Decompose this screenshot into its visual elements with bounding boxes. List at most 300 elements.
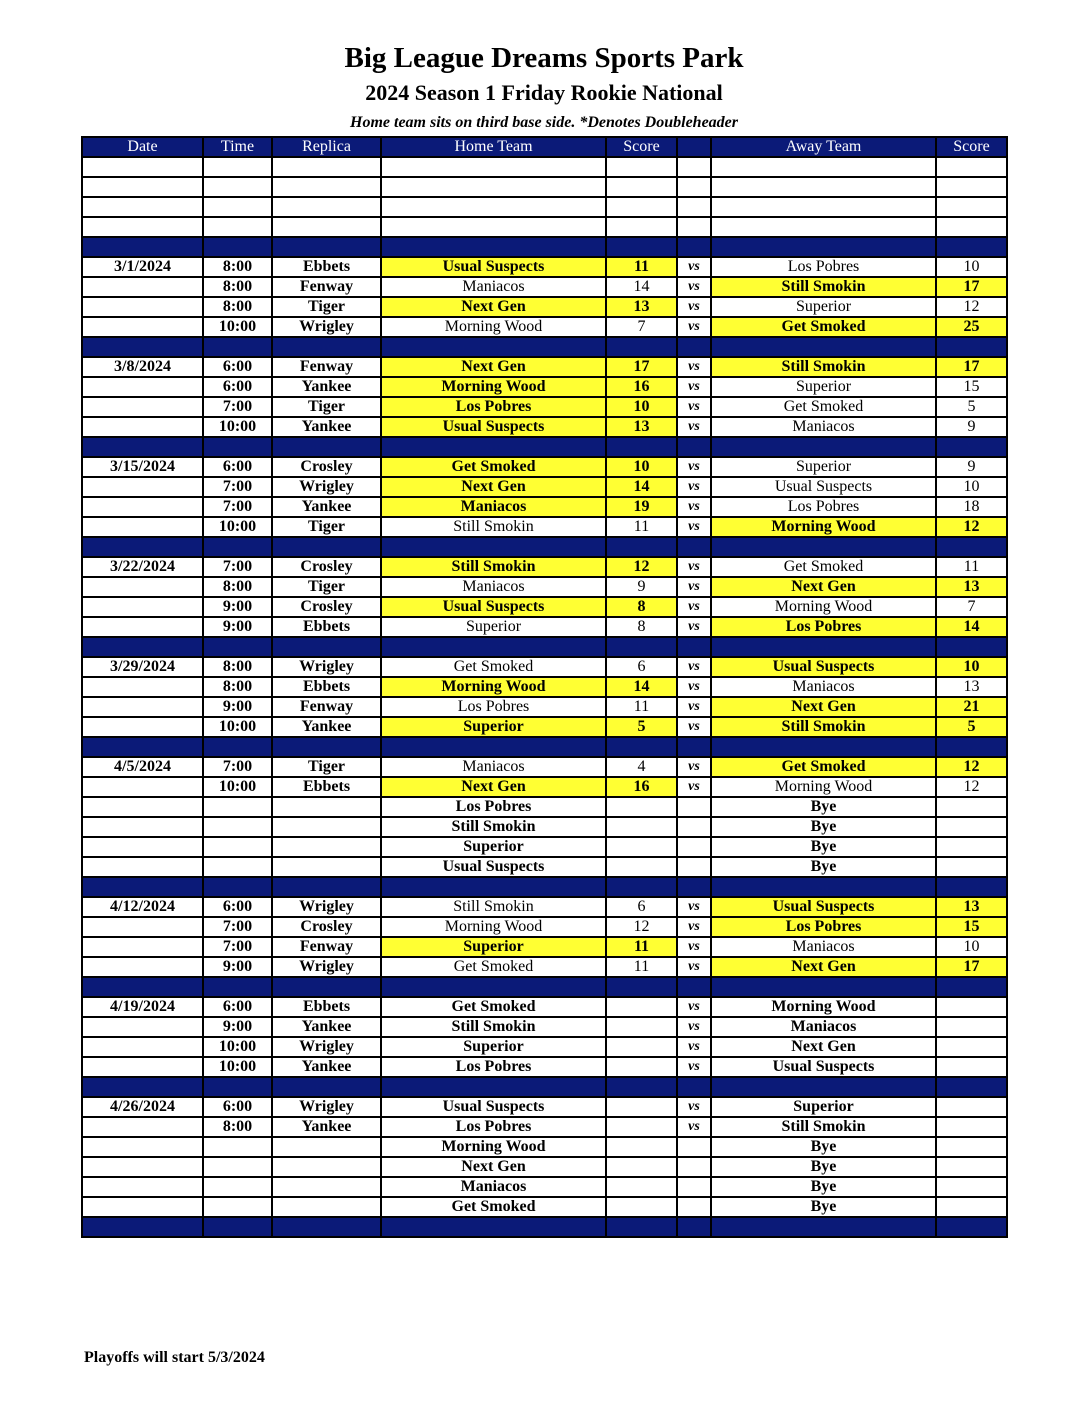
game-replica: Tiger <box>272 757 381 777</box>
game-time: 7:00 <box>203 557 272 577</box>
separator-cell <box>936 877 1007 897</box>
separator-cell <box>203 877 272 897</box>
vs-label <box>677 817 711 837</box>
separator-cell <box>381 977 606 997</box>
home-score: 11 <box>606 257 677 277</box>
home-team: Morning Wood <box>381 377 606 397</box>
game-date: 4/12/2024 <box>82 897 203 917</box>
blank-cell <box>711 197 936 217</box>
game-date <box>82 617 203 637</box>
vs-label: vs <box>677 497 711 517</box>
home-team: Los Pobres <box>381 797 606 817</box>
away-score: 12 <box>936 297 1007 317</box>
game-replica: Ebbets <box>272 677 381 697</box>
away-team: Next Gen <box>711 697 936 717</box>
game-date <box>82 917 203 937</box>
game-time: 8:00 <box>203 257 272 277</box>
away-score: 5 <box>936 397 1007 417</box>
vs-label: vs <box>677 1017 711 1037</box>
away-score: 12 <box>936 517 1007 537</box>
vs-label <box>677 837 711 857</box>
separator-cell <box>381 237 606 257</box>
separator-cell <box>381 877 606 897</box>
week-separator-row <box>82 537 1007 557</box>
game-replica <box>272 837 381 857</box>
separator-cell <box>82 1077 203 1097</box>
home-team: Maniacos <box>381 1177 606 1197</box>
separator-cell <box>711 877 936 897</box>
week-separator-row <box>82 1217 1007 1237</box>
blank-cell <box>272 217 381 237</box>
game-row <box>82 397 1007 417</box>
game-row <box>82 277 1007 297</box>
game-replica: Yankee <box>272 417 381 437</box>
game-row <box>82 617 1007 637</box>
home-team: Maniacos <box>381 577 606 597</box>
blank-cell <box>606 157 677 177</box>
away-team: Bye <box>711 817 936 837</box>
game-time: 10:00 <box>203 317 272 337</box>
table-header-row <box>82 137 1007 157</box>
vs-label: vs <box>677 517 711 537</box>
blank-row <box>82 217 1007 237</box>
game-time: 10:00 <box>203 1037 272 1057</box>
doubleheader-note: Home team sits on third base side. *Denotes Doubleheader <box>350 114 738 131</box>
game-replica <box>272 1177 381 1197</box>
vs-label: vs <box>677 1037 711 1057</box>
game-row <box>82 997 1007 1017</box>
separator-cell <box>677 637 711 657</box>
game-row <box>82 917 1007 937</box>
away-score: 13 <box>936 677 1007 697</box>
away-team: Bye <box>711 1137 936 1157</box>
home-team: Los Pobres <box>381 1057 606 1077</box>
separator-cell <box>606 337 677 357</box>
game-date <box>82 957 203 977</box>
home-team: Maniacos <box>381 277 606 297</box>
separator-cell <box>711 1077 936 1097</box>
away-team: Still Smokin <box>711 357 936 377</box>
vs-label: vs <box>677 697 711 717</box>
home-score: 4 <box>606 757 677 777</box>
game-date: 3/15/2024 <box>82 457 203 477</box>
home-score: 5 <box>606 717 677 737</box>
game-row <box>82 677 1007 697</box>
game-date <box>82 1017 203 1037</box>
home-score: 10 <box>606 397 677 417</box>
game-time: 9:00 <box>203 697 272 717</box>
away-team: Superior <box>711 297 936 317</box>
home-team: Next Gen <box>381 777 606 797</box>
away-score: 17 <box>936 277 1007 297</box>
away-team: Bye <box>711 837 936 857</box>
game-time: 7:00 <box>203 397 272 417</box>
away-team: Maniacos <box>711 937 936 957</box>
blank-cell <box>203 177 272 197</box>
game-time: 6:00 <box>203 897 272 917</box>
separator-cell <box>203 1217 272 1237</box>
week-separator-row <box>82 337 1007 357</box>
home-score <box>606 797 677 817</box>
separator-cell <box>203 637 272 657</box>
game-replica: Fenway <box>272 277 381 297</box>
home-team: Get Smoked <box>381 657 606 677</box>
separator-cell <box>936 737 1007 757</box>
away-team: Still Smokin <box>711 1117 936 1137</box>
separator-cell <box>936 637 1007 657</box>
week-separator-row <box>82 237 1007 257</box>
blank-cell <box>203 197 272 217</box>
home-team: Still Smokin <box>381 557 606 577</box>
game-replica: Wrigley <box>272 957 381 977</box>
vs-label: vs <box>677 757 711 777</box>
away-score <box>936 837 1007 857</box>
game-replica: Fenway <box>272 357 381 377</box>
game-date <box>82 777 203 797</box>
column-header-home-score: Score <box>606 137 677 157</box>
game-date: 3/1/2024 <box>82 257 203 277</box>
game-row <box>82 1037 1007 1057</box>
game-date <box>82 377 203 397</box>
game-replica: Wrigley <box>272 1037 381 1057</box>
game-time <box>203 797 272 817</box>
vs-label: vs <box>677 617 711 637</box>
away-team: Superior <box>711 457 936 477</box>
game-replica: Ebbets <box>272 997 381 1017</box>
separator-cell <box>203 977 272 997</box>
game-date <box>82 517 203 537</box>
blank-cell <box>203 217 272 237</box>
blank-cell <box>272 197 381 217</box>
home-score: 14 <box>606 277 677 297</box>
blank-cell <box>936 217 1007 237</box>
game-row <box>82 1157 1007 1177</box>
game-row <box>82 957 1007 977</box>
separator-cell <box>203 237 272 257</box>
game-time: 10:00 <box>203 517 272 537</box>
home-team: Maniacos <box>381 497 606 517</box>
week-separator-row <box>82 437 1007 457</box>
separator-cell <box>82 877 203 897</box>
game-time: 8:00 <box>203 677 272 697</box>
game-row <box>82 317 1007 337</box>
separator-cell <box>381 337 606 357</box>
separator-cell <box>677 437 711 457</box>
away-team: Morning Wood <box>711 597 936 617</box>
home-team: Morning Wood <box>381 1137 606 1157</box>
away-score: 25 <box>936 317 1007 337</box>
game-date <box>82 577 203 597</box>
home-score <box>606 1037 677 1057</box>
separator-cell <box>82 637 203 657</box>
home-score <box>606 1137 677 1157</box>
blank-cell <box>381 157 606 177</box>
vs-label: vs <box>677 897 711 917</box>
game-replica: Fenway <box>272 937 381 957</box>
home-team: Get Smoked <box>381 957 606 977</box>
game-replica <box>272 857 381 877</box>
game-time: 6:00 <box>203 377 272 397</box>
blank-cell <box>711 177 936 197</box>
away-score <box>936 997 1007 1017</box>
home-score: 12 <box>606 917 677 937</box>
game-date <box>82 697 203 717</box>
separator-cell <box>936 337 1007 357</box>
separator-cell <box>606 437 677 457</box>
blank-cell <box>677 177 711 197</box>
blank-cell <box>711 157 936 177</box>
blank-cell <box>936 177 1007 197</box>
game-replica: Crosley <box>272 597 381 617</box>
game-replica: Wrigley <box>272 897 381 917</box>
away-score: 9 <box>936 457 1007 477</box>
game-date <box>82 817 203 837</box>
away-score: 10 <box>936 937 1007 957</box>
separator-cell <box>272 337 381 357</box>
game-replica: Wrigley <box>272 657 381 677</box>
week-separator-row <box>82 977 1007 997</box>
game-time: 8:00 <box>203 297 272 317</box>
game-date <box>82 1177 203 1197</box>
away-score: 15 <box>936 917 1007 937</box>
away-team: Usual Suspects <box>711 1057 936 1077</box>
blank-cell <box>711 217 936 237</box>
separator-cell <box>203 437 272 457</box>
separator-cell <box>936 237 1007 257</box>
vs-label: vs <box>677 597 711 617</box>
blank-cell <box>381 217 606 237</box>
away-team: Usual Suspects <box>711 477 936 497</box>
vs-label: vs <box>677 677 711 697</box>
home-score <box>606 817 677 837</box>
away-team: Morning Wood <box>711 997 936 1017</box>
game-time: 8:00 <box>203 657 272 677</box>
schedule-table <box>81 136 1008 1238</box>
game-replica: Fenway <box>272 697 381 717</box>
separator-cell <box>677 1077 711 1097</box>
game-time: 10:00 <box>203 717 272 737</box>
separator-cell <box>711 1217 936 1237</box>
game-date <box>82 1037 203 1057</box>
game-time: 7:00 <box>203 477 272 497</box>
vs-label <box>677 857 711 877</box>
separator-cell <box>272 437 381 457</box>
game-replica <box>272 1137 381 1157</box>
game-row <box>82 757 1007 777</box>
game-date: 3/22/2024 <box>82 557 203 577</box>
away-score <box>936 1097 1007 1117</box>
home-team: Get Smoked <box>381 997 606 1017</box>
game-row <box>82 1117 1007 1137</box>
game-date <box>82 297 203 317</box>
game-row <box>82 897 1007 917</box>
away-team: Los Pobres <box>711 917 936 937</box>
game-row <box>82 1137 1007 1157</box>
home-team: Next Gen <box>381 1157 606 1177</box>
home-score <box>606 857 677 877</box>
away-team: Usual Suspects <box>711 897 936 917</box>
game-row <box>82 257 1007 277</box>
separator-cell <box>677 337 711 357</box>
week-separator-row <box>82 1077 1007 1097</box>
away-team: Los Pobres <box>711 497 936 517</box>
home-score: 13 <box>606 297 677 317</box>
game-replica: Tiger <box>272 517 381 537</box>
away-score <box>936 1157 1007 1177</box>
game-time: 6:00 <box>203 457 272 477</box>
home-score <box>606 997 677 1017</box>
playoffs-note: Playoffs will start 5/3/2024 <box>84 1349 265 1366</box>
game-row <box>82 477 1007 497</box>
away-score: 12 <box>936 757 1007 777</box>
game-time <box>203 857 272 877</box>
blank-cell <box>82 217 203 237</box>
home-score: 8 <box>606 617 677 637</box>
separator-cell <box>203 337 272 357</box>
away-team: Get Smoked <box>711 317 936 337</box>
vs-label: vs <box>677 557 711 577</box>
game-date <box>82 717 203 737</box>
game-row <box>82 717 1007 737</box>
away-score <box>936 1037 1007 1057</box>
away-team: Usual Suspects <box>711 657 936 677</box>
game-row <box>82 857 1007 877</box>
game-row <box>82 1177 1007 1197</box>
home-team: Get Smoked <box>381 457 606 477</box>
away-team: Bye <box>711 857 936 877</box>
column-header-time: Time <box>203 137 272 157</box>
game-row <box>82 817 1007 837</box>
game-time: 8:00 <box>203 577 272 597</box>
vs-label: vs <box>677 1057 711 1077</box>
vs-label <box>677 797 711 817</box>
game-time: 9:00 <box>203 957 272 977</box>
away-score <box>936 857 1007 877</box>
away-score: 9 <box>936 417 1007 437</box>
game-row <box>82 837 1007 857</box>
home-team: Usual Suspects <box>381 1097 606 1117</box>
away-score: 10 <box>936 477 1007 497</box>
game-date: 4/19/2024 <box>82 997 203 1017</box>
separator-cell <box>272 737 381 757</box>
home-score: 6 <box>606 897 677 917</box>
game-row <box>82 777 1007 797</box>
away-team: Bye <box>711 1197 936 1217</box>
home-score <box>606 1057 677 1077</box>
page-subtitle: 2024 Season 1 Friday Rookie National <box>365 80 723 105</box>
home-score: 10 <box>606 457 677 477</box>
home-score: 6 <box>606 657 677 677</box>
home-team: Still Smokin <box>381 897 606 917</box>
column-header-vs <box>677 137 711 157</box>
game-replica: Ebbets <box>272 777 381 797</box>
home-team: Superior <box>381 1037 606 1057</box>
away-score: 5 <box>936 717 1007 737</box>
game-replica <box>272 1197 381 1217</box>
home-team: Get Smoked <box>381 1197 606 1217</box>
schedule-body <box>82 157 1007 1237</box>
separator-cell <box>381 537 606 557</box>
home-team: Morning Wood <box>381 317 606 337</box>
game-row <box>82 297 1007 317</box>
game-date <box>82 497 203 517</box>
away-team: Still Smokin <box>711 277 936 297</box>
blank-row <box>82 157 1007 177</box>
home-score: 7 <box>606 317 677 337</box>
separator-cell <box>677 877 711 897</box>
game-row <box>82 1017 1007 1037</box>
home-score: 14 <box>606 477 677 497</box>
separator-cell <box>381 1077 606 1097</box>
away-score <box>936 817 1007 837</box>
game-time: 6:00 <box>203 997 272 1017</box>
game-row <box>82 417 1007 437</box>
away-team: Los Pobres <box>711 617 936 637</box>
vs-label: vs <box>677 577 711 597</box>
home-score <box>606 1117 677 1137</box>
game-row <box>82 1057 1007 1077</box>
vs-label: vs <box>677 297 711 317</box>
separator-cell <box>203 737 272 757</box>
separator-cell <box>677 1217 711 1237</box>
separator-cell <box>711 537 936 557</box>
game-time: 7:00 <box>203 917 272 937</box>
home-score <box>606 1157 677 1177</box>
game-time <box>203 1157 272 1177</box>
game-replica: Ebbets <box>272 257 381 277</box>
home-score: 11 <box>606 937 677 957</box>
home-score: 14 <box>606 677 677 697</box>
vs-label: vs <box>677 277 711 297</box>
game-replica: Ebbets <box>272 617 381 637</box>
away-score <box>936 1197 1007 1217</box>
separator-cell <box>82 1217 203 1237</box>
blank-cell <box>606 197 677 217</box>
separator-cell <box>711 337 936 357</box>
vs-label <box>677 1177 711 1197</box>
vs-label: vs <box>677 477 711 497</box>
game-date <box>82 417 203 437</box>
home-score: 8 <box>606 597 677 617</box>
separator-cell <box>677 737 711 757</box>
separator-cell <box>606 237 677 257</box>
game-replica <box>272 817 381 837</box>
vs-label: vs <box>677 357 711 377</box>
away-score: 15 <box>936 377 1007 397</box>
home-team: Superior <box>381 617 606 637</box>
game-row <box>82 1097 1007 1117</box>
separator-cell <box>606 637 677 657</box>
game-row <box>82 377 1007 397</box>
away-score: 12 <box>936 777 1007 797</box>
vs-label: vs <box>677 717 711 737</box>
home-team: Next Gen <box>381 297 606 317</box>
week-separator-row <box>82 877 1007 897</box>
home-score: 12 <box>606 557 677 577</box>
blank-row <box>82 177 1007 197</box>
home-team: Los Pobres <box>381 697 606 717</box>
blank-cell <box>82 197 203 217</box>
separator-cell <box>711 737 936 757</box>
game-time <box>203 1137 272 1157</box>
away-score: 14 <box>936 617 1007 637</box>
home-score <box>606 1097 677 1117</box>
separator-cell <box>381 437 606 457</box>
separator-cell <box>203 537 272 557</box>
vs-label: vs <box>677 657 711 677</box>
blank-cell <box>677 217 711 237</box>
separator-cell <box>381 737 606 757</box>
